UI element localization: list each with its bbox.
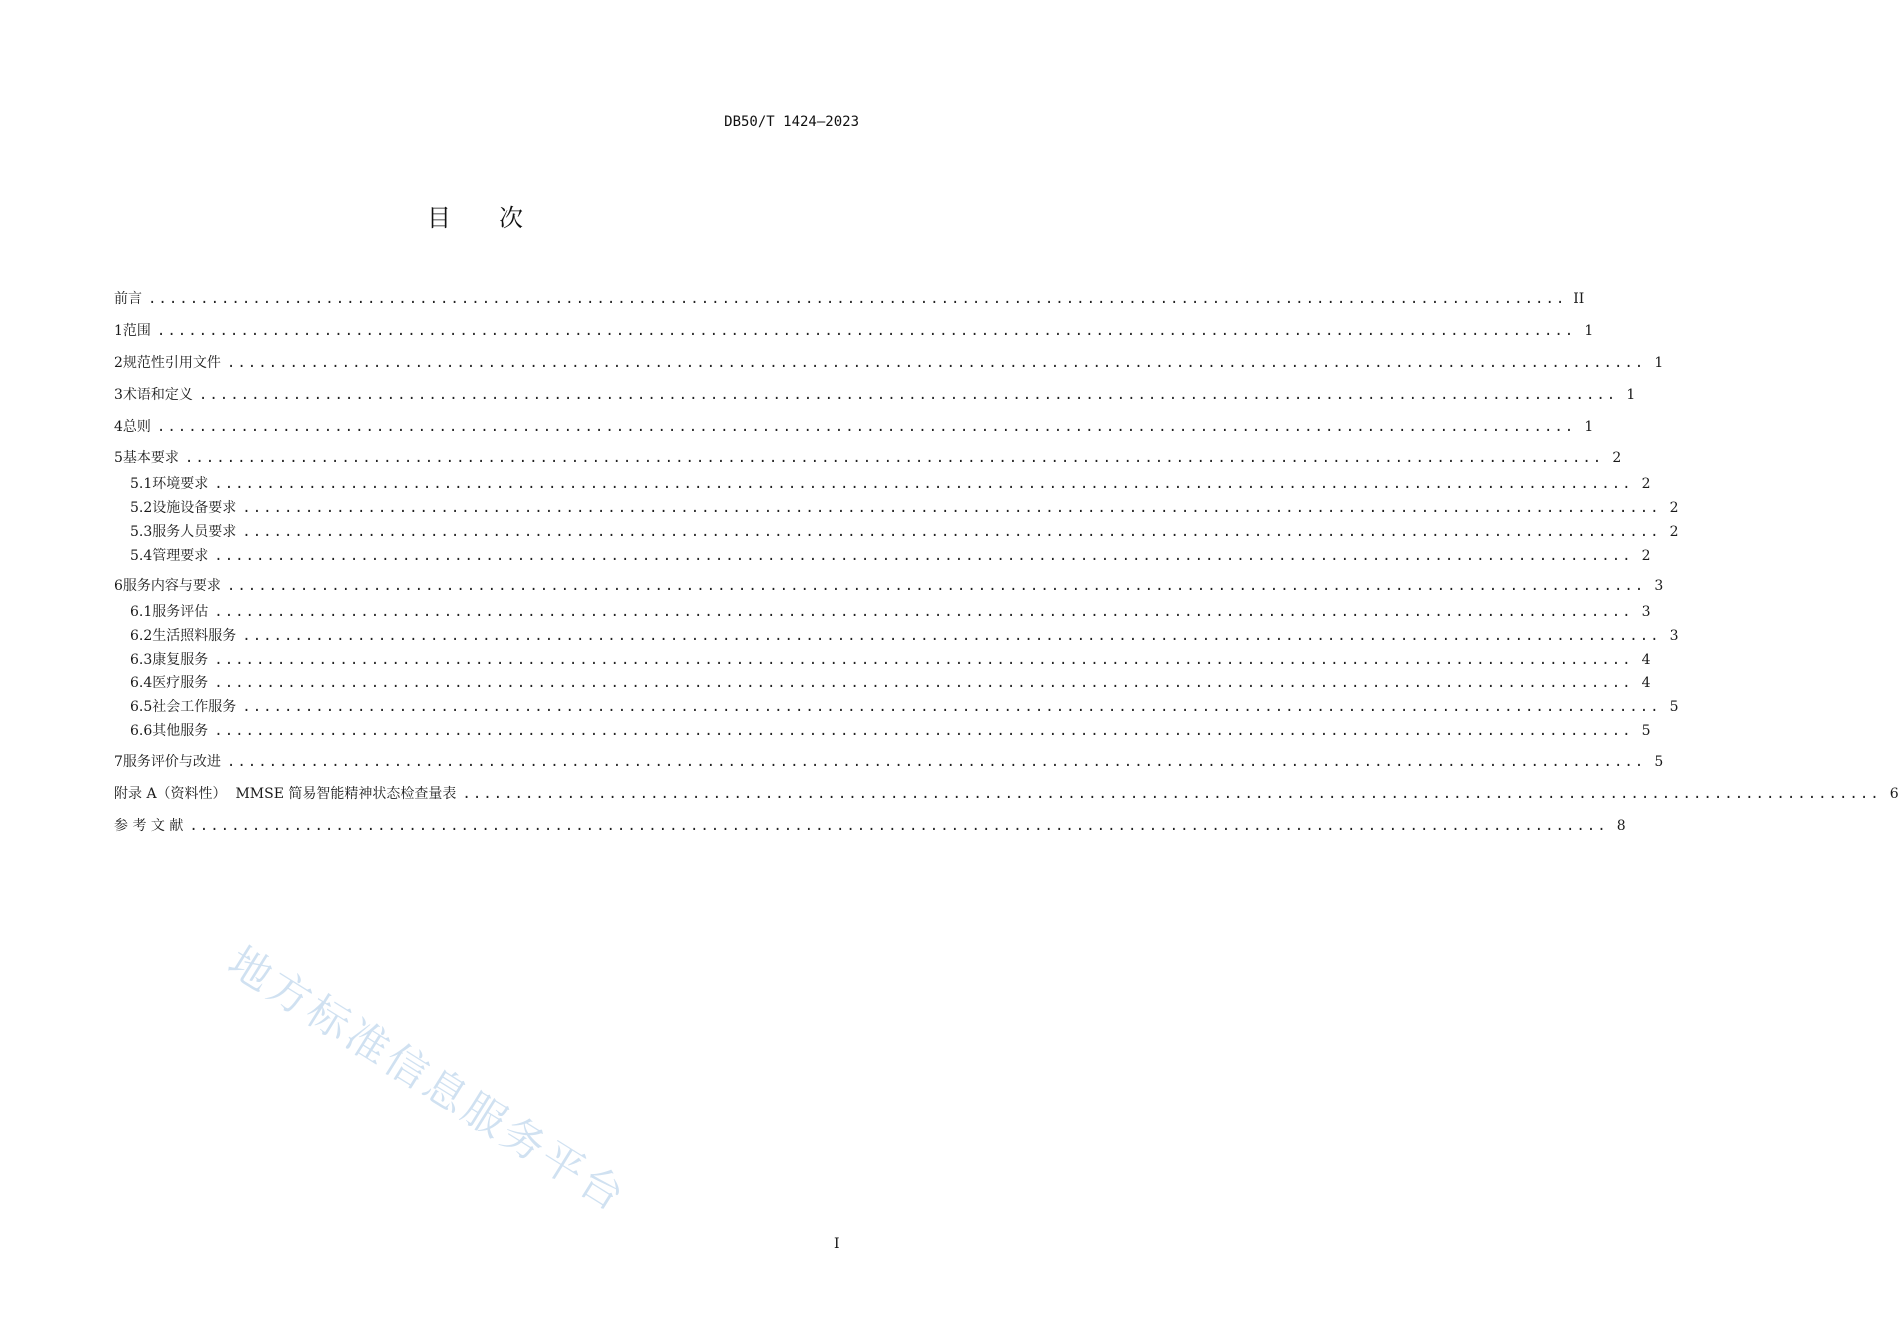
toc-entry-number: 5.1 [130, 476, 153, 492]
toc-entry-page: 3 [1669, 628, 1679, 644]
toc-entry-page: 1 [1584, 419, 1594, 435]
toc-entry-page: 3 [1641, 604, 1651, 620]
document-code: DB50/T 1424—2023 [724, 114, 859, 130]
toc-entry[interactable] [114, 448, 1622, 468]
toc-entry-number: 6 [114, 578, 123, 594]
toc-leader-dots: ........................................................................................................................................ [156, 323, 1576, 339]
toc-entry-label: 管理要求 [152, 548, 209, 564]
toc-leader-dots: ........................................................................................................................................ [226, 578, 1646, 594]
toc-leader-dots: ........................................................................................................................................ [242, 524, 1661, 540]
toc-leader-dots: ........................................................................................................................................ [198, 387, 1618, 403]
toc-entry-number: 5 [114, 450, 123, 466]
toc-entry-label: 附录 A（资料性） MMSE 简易智能精神状态检查量表 [114, 786, 457, 802]
toc-entry-label: 社会工作服务 [152, 699, 237, 715]
toc-entry[interactable] [114, 353, 1664, 373]
toc-entry-page: 6 [1889, 786, 1899, 802]
toc-entry[interactable] [130, 522, 1679, 542]
toc-entry-number: 6.1 [130, 604, 153, 620]
toc-leader-dots: ........................................................................................................................................ [214, 652, 1633, 668]
toc-entry[interactable] [114, 417, 1594, 437]
toc-leader-dots: ........................................................................................................................................ [214, 675, 1633, 691]
toc-entry-label: 基本要求 [122, 450, 179, 466]
toc-leader-dots: ........................................................................................................................................ [214, 604, 1633, 620]
toc-entry-number: 6.4 [130, 675, 153, 691]
watermark: 地方标准信息服务平台 [219, 936, 636, 1223]
toc-entry-label: 康复服务 [152, 652, 209, 668]
toc-entry-number: 5.2 [130, 500, 153, 516]
toc-leader-dots: ........................................................................................................................................ [214, 476, 1633, 492]
toc-entry[interactable] [114, 784, 1899, 804]
toc-entry-number: 6.2 [130, 628, 153, 644]
toc-entry-number: 6.5 [130, 699, 153, 715]
title-char-2: 次 [499, 204, 523, 232]
toc-entry[interactable] [114, 289, 1585, 309]
toc-entry-label: 前言 [114, 291, 142, 307]
toc-entry-label: 生活照料服务 [152, 628, 237, 644]
page-number: I [834, 1236, 840, 1252]
toc-entry[interactable] [114, 576, 1664, 596]
toc-entry-label: 范围 [122, 323, 151, 339]
toc-entry-page: 2 [1612, 450, 1622, 466]
toc-entry-number: 6.6 [130, 723, 153, 739]
toc-entry-page: 2 [1641, 476, 1651, 492]
toc-entry-number: 1 [114, 323, 123, 339]
toc-entry-page: 3 [1654, 578, 1664, 594]
toc-entry[interactable] [114, 321, 1594, 341]
toc-entry[interactable] [114, 752, 1664, 772]
page-title [0, 198, 950, 233]
toc-entry-number: 5.3 [130, 524, 153, 540]
toc-entry[interactable] [130, 650, 1651, 670]
toc-entry-number: 6.3 [130, 652, 153, 668]
toc-entry-page: 4 [1641, 652, 1651, 668]
toc-leader-dots: ........................................................................................................................................ [242, 699, 1661, 715]
toc-entry-page: 4 [1641, 675, 1651, 691]
toc-entry-page: 5 [1641, 723, 1651, 739]
toc-leader-dots: ........................................................................................................................................ [214, 548, 1633, 564]
toc-entry-page: 1 [1626, 387, 1636, 403]
toc-entry-number: 3 [114, 387, 123, 403]
toc-entry-label: 服务评估 [152, 604, 209, 620]
toc-entry[interactable] [114, 385, 1636, 405]
toc-entry[interactable] [130, 697, 1679, 717]
toc-entry-label: 设施设备要求 [152, 500, 237, 516]
toc-leader-dots: ........................................................................................................................................ [242, 500, 1661, 516]
toc-leader-dots: ........................................................................................................................................ [226, 754, 1646, 770]
toc-entry-page: 2 [1641, 548, 1651, 564]
toc-leader-dots: ........................................................................................................................................ [242, 628, 1661, 644]
toc-entry-label: 服务人员要求 [152, 524, 237, 540]
toc-entry[interactable] [130, 673, 1651, 693]
toc-leader-dots: ........................................................................................................................................ [462, 786, 1881, 802]
toc-entry-page: 8 [1616, 818, 1626, 834]
toc-entry[interactable] [130, 626, 1679, 646]
toc-entry[interactable] [130, 474, 1651, 494]
toc-entry[interactable] [130, 546, 1651, 566]
toc-entry-page: 1 [1654, 355, 1664, 371]
toc-entry-number: 5.4 [130, 548, 153, 564]
toc-leader-dots: ........................................................................................................................................ [184, 450, 1604, 466]
toc-entry-label: 服务内容与要求 [122, 578, 221, 594]
toc-entry-number: 2 [114, 355, 123, 371]
toc-entry[interactable] [114, 816, 1626, 836]
toc-entry-label: 术语和定义 [122, 387, 193, 403]
toc-entry-label: 规范性引用文件 [122, 355, 221, 371]
toc-entry-page: 5 [1669, 699, 1679, 715]
toc-entry-number: 4 [114, 419, 123, 435]
toc-entry-page: 2 [1669, 524, 1679, 540]
toc-entry-label: 总则 [122, 419, 151, 435]
toc-entry-label: 服务评价与改进 [122, 754, 221, 770]
toc-entry-label: 医疗服务 [152, 675, 209, 691]
toc-entry-page: 1 [1584, 323, 1594, 339]
toc-entry-label: 其他服务 [152, 723, 209, 739]
toc-entry-page: 2 [1669, 500, 1679, 516]
toc-entry-label: 环境要求 [152, 476, 209, 492]
toc-entry[interactable] [130, 721, 1651, 741]
toc-leader-dots: ........................................................................................................................................ [148, 291, 1567, 307]
toc-leader-dots: ........................................................................................................................................ [156, 419, 1576, 435]
toc-entry-label: 参 考 文 献 [114, 818, 184, 834]
toc-leader-dots: ........................................................................................................................................ [189, 818, 1608, 834]
toc-entry-page: II [1573, 291, 1585, 307]
toc-entry[interactable] [130, 498, 1679, 518]
title-char-1: 目 [427, 204, 451, 232]
toc-entry-number: 7 [114, 754, 123, 770]
toc-entry[interactable] [130, 602, 1651, 622]
toc-entry-page: 5 [1654, 754, 1664, 770]
toc-leader-dots: ........................................................................................................................................ [214, 723, 1633, 739]
toc-leader-dots: ........................................................................................................................................ [226, 355, 1646, 371]
